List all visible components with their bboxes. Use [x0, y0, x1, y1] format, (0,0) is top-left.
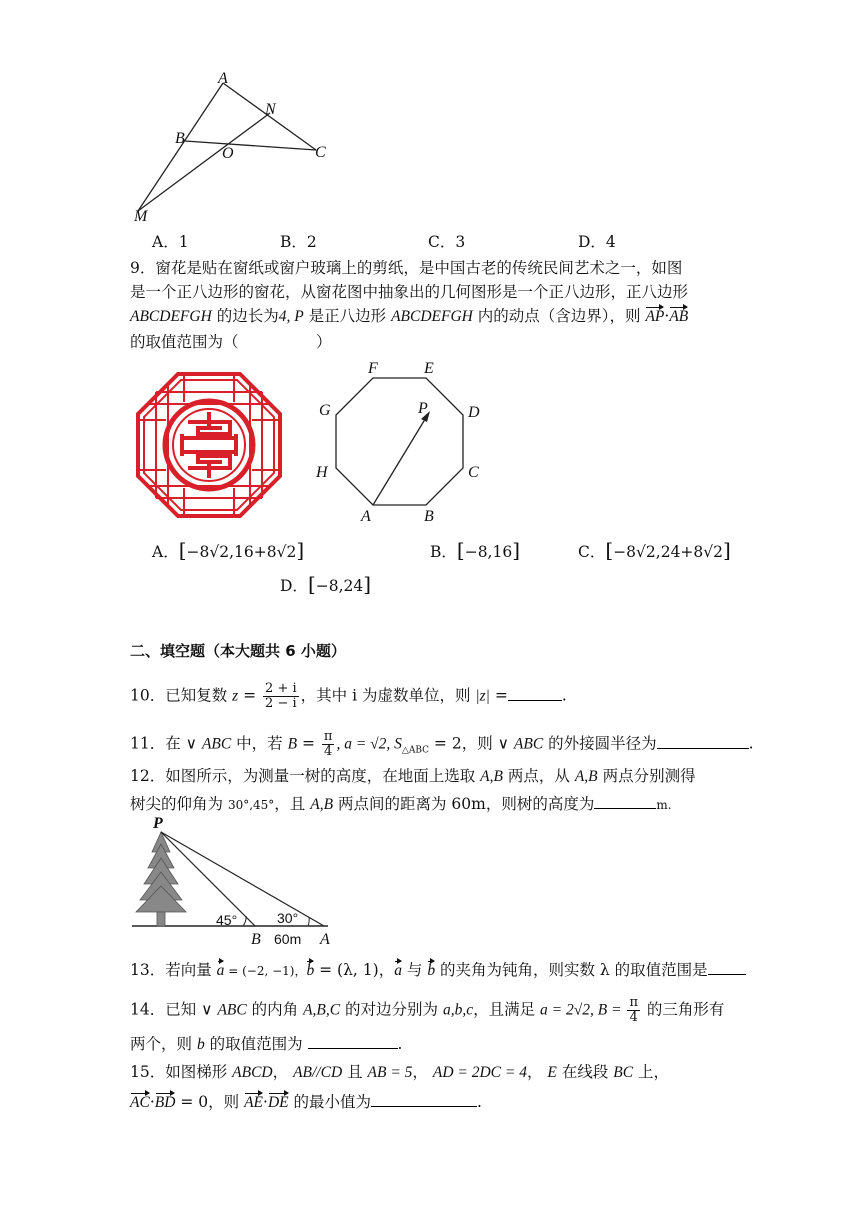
q15-text: ，	[412, 1063, 433, 1081]
q14-text: 14．已知 ∨	[130, 1000, 218, 1019]
fraction	[322, 730, 335, 759]
q11-text: 中，若	[231, 734, 288, 753]
distance-label: 60m	[274, 931, 302, 947]
question-12-line2	[130, 792, 672, 815]
question-14-line2	[130, 1032, 402, 1055]
triangle-abc: ABC	[513, 735, 544, 753]
dot-operator: ·	[263, 1093, 268, 1111]
triangle-abc: ABC	[217, 1001, 247, 1019]
oct-label-b: B	[424, 508, 434, 525]
q12-unit: m.	[656, 798, 672, 812]
fig8-label-a: A	[218, 70, 228, 87]
bracket-left-icon: [	[456, 538, 465, 562]
vector-bd: BD	[154, 1094, 176, 1111]
var-b: b	[196, 1036, 205, 1053]
oct-label-f: F	[368, 360, 378, 377]
option-letter: C．	[578, 543, 606, 561]
option-letter: A．	[152, 543, 179, 561]
q15-text: 在线段	[556, 1063, 614, 1081]
bracket-right-icon: ]	[363, 572, 372, 596]
points-ab: A,B	[574, 768, 598, 785]
oct-label-c: C	[468, 464, 479, 481]
q9-option-c[interactable]	[578, 538, 731, 562]
q12-text: 12．如图所示，为测量一树的高度，在地面上选取	[130, 767, 481, 785]
q15-text: 的最小值为	[288, 1093, 372, 1111]
fraction-numerator: π	[323, 729, 333, 744]
fraction	[263, 682, 299, 711]
answer-blank[interactable]	[308, 1032, 398, 1049]
question-10	[130, 682, 567, 711]
fraction	[627, 996, 640, 1025]
area-subscript: △ABC	[401, 745, 429, 756]
q9-text: 的边长为	[211, 307, 279, 325]
trapezoid-abcd: ABCD	[232, 1064, 273, 1081]
q13-text: 与	[401, 961, 428, 979]
q8-option-a[interactable]: A．1	[152, 233, 189, 251]
vector-ab: AB	[669, 308, 689, 325]
answer-blank[interactable]	[594, 792, 656, 809]
q8-option-b[interactable]: B．2	[280, 233, 317, 251]
q14-text: 的对边分别为	[340, 1000, 443, 1019]
q13-text: 的夹角为钝角，则实数 λ 的取值范围是	[435, 961, 708, 979]
q9-line3	[130, 306, 688, 327]
bracket-left-icon: [	[178, 538, 187, 562]
interval-right: 24+8√2	[660, 543, 724, 561]
fig8-label-m: M	[134, 208, 148, 225]
elevation-angles: 30°,45°	[227, 798, 275, 812]
q10-text: ，其中 i 为虚数单位，则	[300, 686, 476, 705]
q12-text: ，且	[274, 795, 311, 813]
angles-abc: A,B,C	[303, 1001, 341, 1019]
q9-option-a[interactable]	[152, 538, 304, 562]
abs-z: |z|	[475, 687, 490, 705]
vector-b: b	[306, 962, 315, 979]
tree-label-a: A	[320, 931, 330, 948]
q12-text: 树尖的仰角为	[130, 795, 228, 813]
fraction-numerator: 2 + i	[265, 681, 297, 696]
q15-text: 且	[342, 1063, 368, 1081]
point-e: E	[547, 1064, 557, 1081]
q10-eq: =	[238, 686, 262, 705]
q8-option-c[interactable]: C．3	[428, 233, 466, 251]
q9-line2: 是一个正八边形的窗花，从窗花图中抽象出的几何图形是一个正八边形，正八边形	[130, 283, 689, 301]
points-ab: A,B	[480, 768, 503, 785]
fig8-label-n: N	[265, 101, 276, 118]
bracket-right-icon: ]	[296, 538, 305, 562]
q9-line4: 的取值范围为（ ）	[130, 333, 332, 351]
vector-b-value: = (λ, 1)，	[314, 961, 395, 979]
q9-text: 内的动点（含边界），则	[472, 307, 646, 325]
q10-eq: =	[489, 686, 508, 705]
q9-option-d[interactable]	[280, 572, 371, 596]
length-ad: AD = 2DC = 4	[432, 1064, 527, 1081]
q12-text: 两点分别测得	[597, 767, 696, 785]
triangle-abc: ABC	[201, 735, 232, 753]
vector-a: a	[394, 962, 402, 979]
points-ab: A,B	[310, 796, 334, 813]
q12-text: 两点，从	[502, 767, 575, 785]
segment-bc: BC	[613, 1064, 634, 1081]
fraction-denominator: 4	[629, 1010, 638, 1025]
tree-label-p: P	[153, 815, 163, 832]
oct-label-h: H	[316, 464, 328, 481]
q12-text: 两点间的距离为 60m，则树的高度为	[333, 795, 595, 813]
q13-text: 13．若向量	[130, 961, 217, 979]
q15-text: ，	[526, 1063, 548, 1081]
q14-end: .	[397, 1035, 403, 1053]
octagon-diagram	[320, 360, 500, 520]
q10-end: .	[561, 686, 567, 705]
q8-option-d[interactable]: D．4	[578, 233, 616, 251]
bracket-left-icon: [	[605, 538, 614, 562]
q10-text: 10．已知复数	[130, 686, 233, 705]
q14-text: ，且满足	[473, 1000, 541, 1019]
oct-label-p: P	[418, 400, 428, 417]
fig8-label-o: O	[222, 145, 234, 162]
interval-left: −8√2,	[186, 543, 235, 561]
q9-option-b[interactable]	[430, 538, 520, 562]
answer-blank[interactable]	[371, 1090, 477, 1107]
answer-blank[interactable]	[508, 684, 562, 701]
q11-text: 的外接圆半径为	[543, 734, 657, 753]
length-ab: AB = 5	[367, 1064, 413, 1081]
fig8-label-b: B	[175, 130, 185, 147]
fraction-numerator: π	[629, 995, 638, 1010]
dot-operator: ·	[149, 1093, 155, 1111]
question-13	[130, 958, 746, 981]
question-14-line1	[130, 996, 724, 1025]
oct-label-e: E	[424, 360, 434, 377]
question-12-line1	[130, 766, 696, 787]
q15-text: 上，	[633, 1063, 669, 1081]
q9-text: 是正八边形	[303, 307, 392, 325]
var-b: B	[287, 735, 298, 753]
q11-conditions: , a = √2, S	[336, 735, 402, 753]
q11-text: = 2，则 ∨	[429, 734, 514, 753]
q15-end: .	[477, 1093, 482, 1111]
interval-left: −8√2,	[613, 543, 661, 561]
oct-label-g: G	[319, 402, 331, 419]
question-15-line2	[130, 1090, 482, 1113]
vector-ae: AE	[244, 1094, 263, 1111]
bracket-right-icon: ]	[723, 538, 731, 562]
option-letter: D．	[280, 577, 308, 595]
vector-b: b	[427, 962, 436, 979]
oct-label-d: D	[468, 404, 480, 421]
q14-text: 的取值范围为	[204, 1035, 308, 1053]
sides-abc: a,b,c	[442, 1001, 474, 1019]
vector-a: a	[216, 962, 225, 979]
fraction-denominator: 4	[324, 744, 333, 759]
q11-eq: =	[297, 734, 320, 753]
q9-side: 4,	[278, 308, 295, 325]
vector-a-value: = (−2, −1)，	[224, 964, 307, 978]
fig8-label-c: C	[315, 144, 326, 161]
angle-30-label: 30°	[277, 910, 299, 926]
angle-45-label: 45°	[216, 912, 238, 928]
dot-operator: ·	[664, 307, 670, 325]
q14-text: 两个，则	[130, 1035, 197, 1053]
oct-label-a: A	[361, 508, 371, 525]
q11-text: 11．在 ∨	[130, 734, 202, 753]
q9-octagon-name: ABCDEFGH	[130, 308, 212, 325]
interval-value: −8,24	[315, 577, 364, 595]
question-11	[130, 730, 754, 761]
parallel-condition: AB//CD	[293, 1064, 343, 1081]
q11-end: .	[748, 734, 754, 753]
paper-cut-window-image	[136, 372, 282, 518]
q15-text: 15．如图梯形	[130, 1063, 233, 1081]
q9-octagon-name: ABCDEFGH	[391, 308, 473, 325]
answer-blank[interactable]	[657, 732, 749, 749]
bracket-left-icon: [	[307, 572, 316, 596]
fraction-denominator: 2 − i	[265, 696, 297, 711]
q9-line1: 9．窗花是贴在窗纸或窗户玻璃上的剪纸，是中国古老的传统民间艺术之一，如图	[130, 259, 683, 277]
q14-text: 的内角	[246, 1000, 304, 1019]
answer-blank[interactable]	[708, 958, 746, 975]
q9-point-p: P	[294, 308, 304, 325]
option-letter: B．	[430, 543, 457, 561]
vector-de: DE	[267, 1094, 289, 1111]
section-title: 二、填空题（本大题共 6 小题）	[130, 642, 346, 660]
interval-value: −8,16	[464, 543, 513, 561]
interval-right: 16+8√2	[234, 543, 297, 561]
q15-text: ，	[272, 1063, 294, 1081]
vector-ap: AP	[645, 308, 665, 325]
question-15-line1	[130, 1062, 669, 1083]
q14-text: 的三角形有	[642, 1000, 725, 1019]
q15-text: = 0，则	[175, 1093, 245, 1111]
vector-ac: AC	[130, 1094, 150, 1111]
bracket-right-icon: ]	[512, 538, 521, 562]
var-z: z	[232, 687, 239, 705]
q14-condition: a = 2√2, B =	[540, 1001, 626, 1019]
tree-label-b: B	[251, 931, 261, 948]
